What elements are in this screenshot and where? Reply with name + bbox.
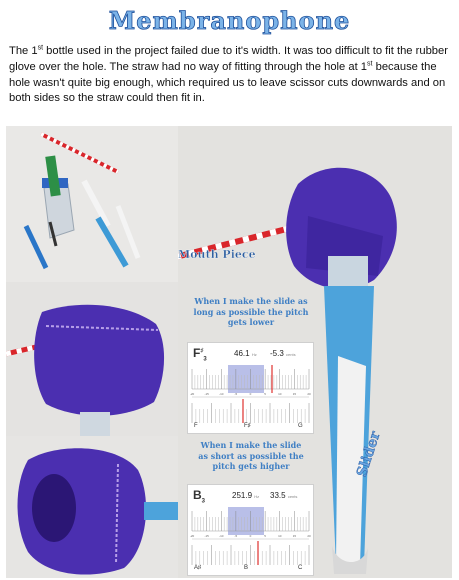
tuner-meter xyxy=(188,505,313,575)
tuner-scale-label: -10 xyxy=(219,534,224,538)
membrane-top-illustration xyxy=(6,436,178,578)
tuner-frequency: 251.9 Hz xyxy=(232,491,260,500)
tuner-scale-label: 0 xyxy=(249,534,252,538)
photo-materials xyxy=(6,126,178,282)
tuner-high-pitch xyxy=(187,484,314,576)
tuner-scale-label: 5 xyxy=(264,392,266,396)
photo-collage xyxy=(6,126,452,578)
materials-illustration xyxy=(6,126,178,282)
tuner-scale-label: 20 xyxy=(307,534,311,538)
tuner-note-left: A♯ xyxy=(194,565,202,571)
tuner-scale-label: -20 xyxy=(189,534,195,538)
tuner-scale-label: -15 xyxy=(204,392,209,396)
description-paragraph: The 1st bottle used in the project failed due to it's width. It was too difficult to fit the rubber glove over the hole. The straw had no way of fitting through the hole at 1st because the hole wasn't quite big enough, which required us to leave scissor cuts downwards and on both sides so the straw could then fit in. xyxy=(9,44,448,105)
tuner-note: $B_3$ xyxy=(193,488,206,505)
tuner-scale-label: 15 xyxy=(292,534,297,538)
photo-membrane-top xyxy=(6,436,178,578)
slider-label: Slider xyxy=(354,429,384,479)
tuner-scale-label: 10 xyxy=(278,534,282,538)
tuner-scale-label: -5 xyxy=(234,534,238,538)
mouth-piece-label: Mouth Piece xyxy=(178,248,256,261)
caption-long-slide: When I make the slide as long as possible the pitch gets lower xyxy=(193,296,309,327)
tuner-note-center: F♯ xyxy=(244,423,251,429)
tuner-note-right: G xyxy=(298,423,303,429)
tuner-cents: -5.3 cents xyxy=(270,349,296,358)
tuner-note: $F^♯_3$ xyxy=(193,346,207,363)
photo-membrane-side xyxy=(6,282,178,436)
tuner-scale-label: -5 xyxy=(234,392,238,396)
page-title: Membranophone xyxy=(108,6,351,35)
tuner-scale-label: 15 xyxy=(292,392,297,396)
tuner-scale-label: 0 xyxy=(249,392,252,396)
membrane-side-illustration xyxy=(6,282,178,436)
tuner-note-center: B xyxy=(244,565,249,571)
tuner-scale-label: 10 xyxy=(278,392,282,396)
tuner-scale-label: -15 xyxy=(204,534,209,538)
tuner-scale-label: -10 xyxy=(219,392,224,396)
tuner-scale-label: -20 xyxy=(189,392,195,396)
tuner-scale-label: 20 xyxy=(307,392,311,396)
caption-short-slide: When I make the slide as short as possible the pitch gets higher xyxy=(198,440,304,471)
tuner-cents: 33.5 cents xyxy=(270,491,298,500)
tuner-note-right: C xyxy=(298,565,303,571)
tuner-note-left: F xyxy=(194,423,198,429)
tuner-frequency: 46.1 Hz xyxy=(234,349,257,358)
tuner-low-pitch xyxy=(187,342,314,434)
tuner-scale-label: 5 xyxy=(264,534,266,538)
